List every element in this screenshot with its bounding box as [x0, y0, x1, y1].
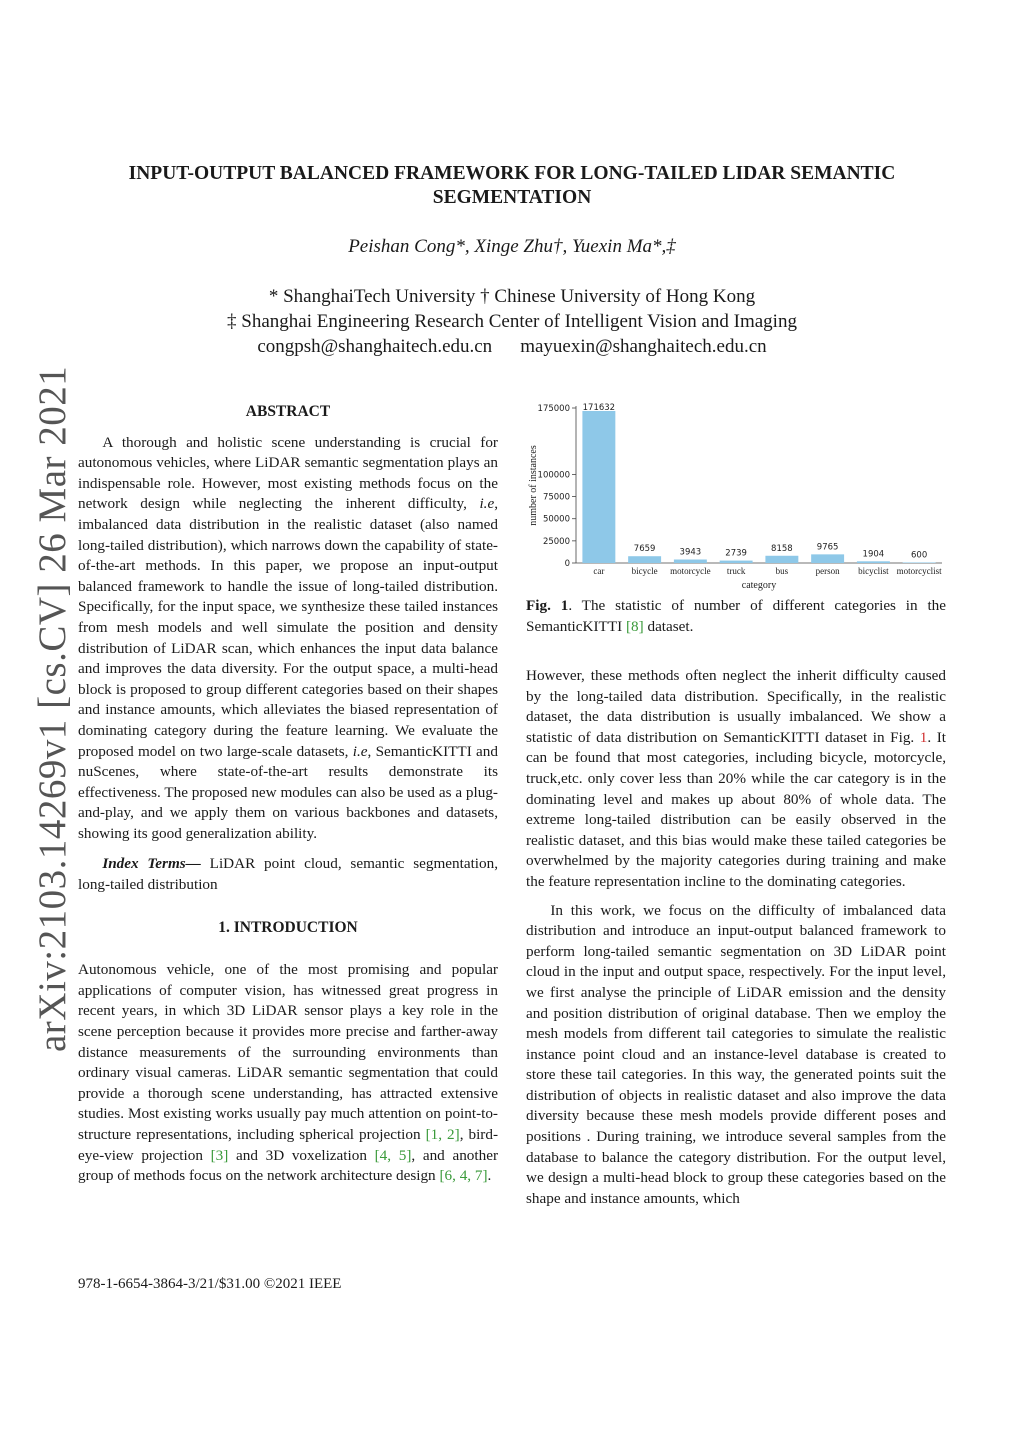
x-tick-label: truck	[726, 566, 746, 576]
citation[interactable]: [4, 5]	[374, 1146, 412, 1164]
index-terms: Index Terms— LiDAR point cloud, semantic segmentation, long-tailed distribution	[78, 855, 498, 894]
citation[interactable]: [6, 4, 7]	[439, 1167, 488, 1185]
x-tick-label: car	[593, 566, 605, 576]
y-tick-label: 0	[564, 559, 570, 569]
y-tick-label: 100000	[537, 470, 570, 481]
x-tick-label: motorcyclist	[896, 566, 942, 576]
bar-value-label: 1904	[862, 549, 885, 560]
bar-value-label: 7659	[633, 544, 656, 555]
y-tick-label: 175000	[537, 404, 570, 414]
x-axis-label: category	[741, 580, 777, 591]
x-tick-label: person	[815, 566, 840, 576]
arxiv-side-stamp: arXiv:2103.14269v1 [cs.CV] 26 Mar 2021	[31, 365, 74, 1052]
bar-motorcyclist	[903, 562, 936, 563]
citation[interactable]: [8]	[625, 617, 644, 635]
bar-value-label: 9765	[816, 542, 839, 553]
bar-value-label: 3943	[679, 547, 702, 558]
bar-truck	[720, 561, 753, 563]
affiliation-line-2: ‡ Shanghai Engineering Research Center of Intelligent Vision and Imaging	[227, 311, 797, 332]
email-2: mayuexin@shanghaitech.edu.cn	[520, 336, 767, 357]
y-tick-label: 75000	[542, 492, 570, 503]
citation[interactable]: [1, 2]	[425, 1126, 460, 1143]
bar-person	[811, 554, 844, 563]
bar-value-label: 171632	[582, 403, 616, 413]
abstract-paragraph: A thorough and holistic scene understanding is crucial for autonomous vehicles, where LiDAR semantic segmentation plays an indispensable role. However, most existing methods focus on the network design while neglecting the inherent difficulty, i.e, imbalanced data distribution in the realistic dataset (also named long-tailed distribution), which narrows down the capability of state-of-the-art methods. In this paper, we propose an input-output balanced framework to handle the issue of long-tailed distribution. Specifically, for the input space, we synthesize these tailed instances from mesh models and well simulate the position and density distribution of LiDAR scan, which enhances the input data balance and improves the data diversity. For the output space, a multi-head block is proposed to group different categories based on their shapes and instance amounts, which alleviates the biased representation of dominating category during the feature learning. We evaluate the proposed model on two large-scale datasets, i.e, SemanticKITTI and nuScenes, where state-of-the-art results demonstrate its effectiveness. The proposed new modules can also be used as a plug-and-play, and we apply them on various backbones and datasets, showing its good generalization ability.	[78, 433, 498, 842]
intro-heading: 1. INTRODUCTION	[218, 918, 358, 936]
bar-car	[582, 411, 615, 563]
x-tick-label: bus	[775, 566, 789, 576]
left-column	[78, 402, 498, 1187]
citation[interactable]: [3]	[210, 1146, 229, 1164]
bar-motorcycle	[674, 560, 707, 563]
figure-caption: Fig. 1. The statistic of number of different categories in the SemanticKITTI [8] dataset.	[526, 597, 947, 635]
bar-value-label: 8158	[771, 543, 793, 554]
copyright-footer: 978-1-6654-3864-3/21/$31.00 ©2021 IEEE	[78, 1276, 342, 1292]
x-tick-label: bicyclist	[858, 566, 889, 576]
right-paragraph-2: In this work, we focus on the difficulty of imbalanced data distribution and introduce an input-output balanced framework to perform long-tailed semantic segmentation on 3D LiDAR point cloud in the input and output space, respectively. For the input level, we first analyse the principle of LiDAR emission and the density and position distribution of original database. Then we employ the mesh models from different tail categories to simulate the realistic instance point cloud and an instance-level database is created to store these tail categories. In this way, the generated points suit the distribution of objects in realistic dataset and also improve the data diversity because these mesh models provide different poses and positions . During training, we introduce several samples from the database to balance the category distribution. For the output level, we design a multi-head block to group these categories based on the shape and instance amounts, which	[526, 901, 946, 1207]
affiliations	[80, 284, 944, 359]
bar-bicycle	[628, 556, 661, 563]
email-line	[80, 334, 944, 359]
y-tick-label: 50000	[542, 514, 570, 525]
bar-value-label: 2739	[725, 548, 747, 559]
y-axis-label: number of instances	[528, 445, 539, 526]
category-bar-chart	[522, 398, 950, 594]
author-list: Peishan Cong*, Xinge Zhu†, Yuexin Ma*,‡	[348, 236, 676, 257]
bar-bicyclist	[857, 561, 890, 563]
y-tick-label: 25000	[542, 536, 570, 547]
paper-title: INPUT-OUTPUT BALANCED FRAMEWORK FOR LONG-TAILED LIDAR SEMANTIC SEGMENTATION	[128, 163, 896, 208]
figure-label: Fig. 1	[526, 597, 569, 614]
figure-reference[interactable]: 1	[919, 728, 928, 746]
intro-paragraph: Autonomous vehicle, one of the most promising and popular applications of computer vision, has witnessed great progress in recent years, in which 3D LiDAR sensor plays a key role in the scene perception because it provides more precise and farther-away distance measurements of the surrounding environments than ordinary visual cameras. LiDAR semantic segmentation that could provide a thorough scene understanding, has attracted extensive studies. Most existing works usually pay much attention on point-to-structure representations, including spherical projection [1, 2], bird-eye-view projection [3] and 3D voxelization [4, 5], and another group of methods focus on the network architecture design [6, 4, 7].	[78, 961, 498, 1185]
x-tick-label: motorcycle	[670, 566, 711, 576]
right-paragraph-1: However, these methods often neglect the inherit difficulty caused by the long-tailed data distribution. Specifically, in the realistic dataset, the data distribution is usually imbalanced. We show a statistic of data distribution on SemanticKITTI dataset in Fig. 1. It can be found that most categories, including bicycle, motorcycle, truck,etc. only cover less than 20% while the car category is in the dominating level and makes up about 80% of whole data. The extreme long-tailed distribution can be easily observed in the realistic dataset, and this bias would make these tailed categories be overwhelmed by the majority categories during training and make the feature representation incline to the dominating categories.	[526, 667, 946, 890]
bar-value-label: 600	[911, 550, 928, 561]
right-column	[526, 666, 946, 1209]
abstract-heading: ABSTRACT	[245, 403, 331, 420]
email-1: congpsh@shanghaitech.edu.cn	[257, 336, 493, 357]
x-tick-label: bicycle	[631, 566, 658, 576]
bar-bus	[765, 556, 798, 563]
affiliation-line-1: * ShanghaiTech University † Chinese University of Hong Kong	[268, 286, 756, 307]
